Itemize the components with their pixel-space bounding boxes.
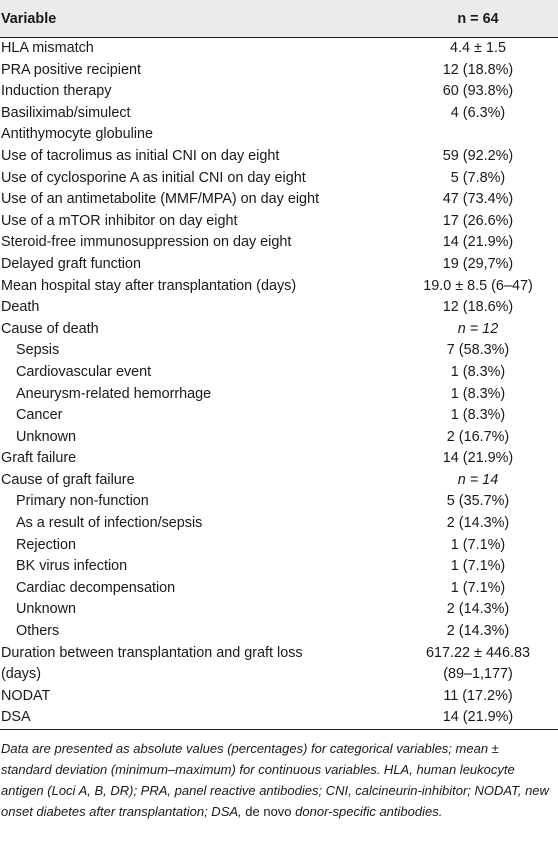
row-value: 1 (8.3%)	[450, 385, 506, 402]
n-column-header: n = 64	[398, 0, 558, 38]
row-label: Death	[1, 299, 40, 316]
table-row	[0, 513, 558, 535]
row-value: 1 (7.1%)	[450, 536, 506, 553]
row-value: 2 (14.3%)	[446, 601, 510, 618]
row-value: 11 (17.2%)	[443, 687, 513, 704]
table-row	[0, 254, 558, 276]
table-row	[0, 168, 558, 190]
row-label: Basiliximab/simulect	[1, 104, 131, 121]
row-label: NODAT	[1, 687, 51, 704]
row-label: Cancer	[16, 407, 63, 424]
row-value: 2 (14.3%)	[446, 515, 510, 532]
row-value: 5 (7.8%)	[450, 169, 506, 186]
table-row	[0, 664, 558, 686]
row-value: (89–1,177)	[443, 666, 513, 683]
table-row	[0, 405, 558, 427]
table-row	[0, 470, 558, 492]
table-row	[0, 707, 558, 729]
row-label: As a result of infection/sepsis	[16, 515, 203, 532]
row-value: 5 (35.7%)	[446, 493, 510, 510]
row-value: 19 (29,7%)	[442, 255, 514, 272]
row-value: n = 14	[457, 471, 499, 488]
row-label: Cause of graft failure	[1, 471, 135, 488]
row-value: 1 (7.1%)	[450, 558, 506, 575]
row-label: Others	[16, 623, 60, 640]
row-value: 17 (26.6%)	[442, 212, 514, 229]
row-label: Delayed graft function	[1, 255, 141, 272]
row-label: Duration between transplantation and graft loss	[1, 644, 303, 661]
footnote-end: donor-specific antibodies.	[291, 804, 443, 819]
row-value: 59 (92.2%)	[442, 147, 514, 164]
table-row	[0, 556, 558, 578]
row-label: HLA mismatch	[1, 40, 94, 56]
row-value: 60 (93.8%)	[442, 83, 514, 100]
row-label: Unknown	[16, 601, 76, 618]
variable-column-header: Variable	[0, 0, 398, 38]
table-row	[0, 189, 558, 211]
table-row	[0, 448, 558, 470]
row-value: 2 (14.3%)	[446, 623, 510, 640]
table-row	[0, 146, 558, 168]
table-row	[0, 384, 558, 406]
footnote-text: Data are presented as absolute values (percentages) for categorical variables; mean ± standard deviation (minimum–maximum) for continuous variables. HLA, human leukocyte antigen (Loci A, B, DR); PRA, panel reactive antibodies; CNI, calcineurin-inhibitor; NODAT, new onset diabetes after transplantation; DSA,	[1, 741, 549, 819]
row-label: Graft failure	[1, 450, 77, 467]
row-label: Aneurysm-related hemorrhage	[16, 385, 212, 402]
row-label: Use of tacrolimus as initial CNI on day eight	[1, 147, 280, 164]
row-label: Cardiovascular event	[16, 363, 152, 380]
row-value: 14 (21.9%)	[398, 707, 558, 729]
table-row	[0, 643, 558, 665]
table-row	[0, 578, 558, 600]
row-value: 2 (16.7%)	[446, 428, 510, 445]
row-label: Primary non-function	[16, 493, 149, 510]
row-label: Antithymocyte globuline	[1, 126, 153, 143]
table-row	[0, 60, 558, 82]
row-value: 4.4 ± 1.5	[450, 40, 506, 56]
row-value: 4 (6.3%)	[450, 104, 506, 121]
table-row	[0, 276, 558, 298]
row-label: Unknown	[16, 428, 76, 445]
table-row	[0, 232, 558, 254]
row-label: PRA positive recipient	[1, 61, 141, 78]
table-row	[0, 427, 558, 449]
row-label: (days)	[1, 666, 41, 683]
row-value	[398, 124, 558, 146]
table-row	[0, 319, 558, 341]
row-value: 19.0 ± 8.5 (6–47)	[423, 277, 533, 294]
row-label: Use of a mTOR inhibitor on day eight	[1, 212, 238, 229]
row-value: n = 12	[457, 320, 499, 337]
row-value: 47 (73.4%)	[442, 191, 514, 208]
row-label: DSA	[0, 707, 398, 729]
row-label: Steroid-free immunosuppression on day eight	[1, 234, 292, 251]
row-value: 1 (8.3%)	[450, 407, 506, 424]
table-header-row	[0, 0, 558, 38]
table-row	[0, 362, 558, 384]
row-label: BK virus infection	[16, 558, 128, 575]
table-row	[0, 535, 558, 557]
table-row	[0, 297, 558, 319]
row-label: Rejection	[16, 536, 76, 553]
row-value: 12 (18.6%)	[442, 299, 514, 316]
row-value: 1 (8.3%)	[450, 363, 506, 380]
table-row	[0, 599, 558, 621]
row-value: 1 (7.1%)	[450, 579, 506, 596]
table-footnote	[0, 730, 553, 822]
row-label: Use of cyclosporine A as initial CNI on day eight	[1, 169, 306, 186]
row-label: Sepsis	[16, 342, 60, 359]
row-label: Cause of death	[1, 320, 99, 337]
table-row	[0, 686, 558, 708]
table-row	[0, 621, 558, 643]
table-row	[0, 103, 558, 125]
row-value: 7 (58.3%)	[446, 342, 510, 359]
row-label: Use of an antimetabolite (MMF/MPA) on day eight	[1, 191, 320, 208]
table-row	[0, 491, 558, 513]
row-label: Mean hospital stay after transplantation (days)	[1, 277, 297, 294]
table-row	[0, 211, 558, 233]
row-label: Cardiac decompensation	[16, 579, 176, 596]
row-label: Induction therapy	[1, 83, 112, 100]
table-row	[0, 340, 558, 362]
row-value: 12 (18.8%)	[442, 61, 514, 78]
table-row	[0, 38, 558, 60]
footnote-de-novo: de novo	[245, 804, 292, 819]
row-value: 617.22 ± 446.83	[426, 644, 530, 661]
table-row	[0, 81, 558, 103]
table-row	[0, 124, 558, 146]
row-value: 14 (21.9%)	[442, 450, 514, 467]
row-value: 14 (21.9%)	[442, 234, 514, 251]
